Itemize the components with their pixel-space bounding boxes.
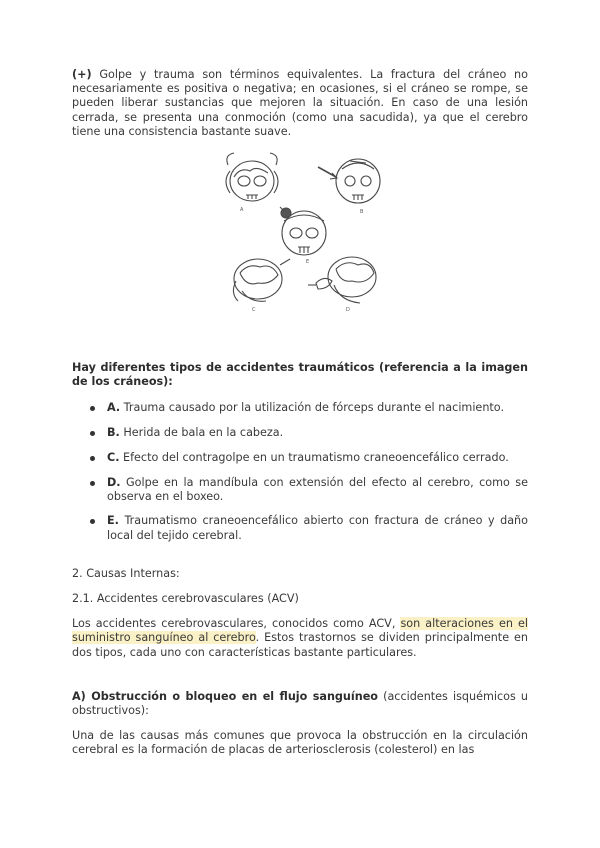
list-item: A. Trauma causado por la utilización de fórceps durante el nacimiento. — [72, 401, 528, 415]
figure-label-d: D — [346, 307, 350, 314]
highlighted-text: son alteraciones en el suministro sanguíneo al cerebro — [72, 617, 528, 645]
intro-paragraph — [72, 68, 528, 139]
bullet-dot-icon — [90, 456, 95, 461]
bullet-dot-icon — [90, 481, 95, 486]
figure-label-b: B — [360, 209, 364, 216]
acv-paragraph: Los accidentes cerebrovasculares, conocidos como ACV, son alteraciones en el suministro sanguíneo al cerebro. Estos trastornos se dividen principalmente en dos tipos, cada uno con características bastante particulares. — [72, 617, 529, 659]
accidents-heading: Hay diferentes tipos de accidentes traumáticos (referencia a la imagen de los cráneos): — [72, 361, 528, 389]
skull-a-drawing — [226, 153, 278, 201]
bullet-dot-icon — [90, 519, 95, 524]
skull-c-drawing — [233, 259, 290, 301]
skull-b-drawing — [318, 159, 380, 203]
skull-trauma-figure — [220, 151, 388, 323]
obstruction-heading: A) Obstrucción o bloqueo en el flujo sanguíneo (accidentes isquémicos u obstructivos): — [72, 689, 528, 718]
skull-e-drawing — [280, 207, 326, 255]
list-item: B. Herida de bala en la cabeza. — [72, 426, 528, 440]
section-title: 2. Causas Internas: — [72, 566, 180, 580]
bullet-dot-icon — [90, 431, 95, 436]
subsection-title: 2.1. Accidentes cerebrovasculares (ACV) — [72, 592, 299, 606]
figure-label-e: E — [306, 259, 310, 266]
obstruction-paragraph: Una de las causas más comunes que provoca la obstrucción en la circulación cerebral es la formación de placas de arteriosclerosis (colesterol) en las — [72, 729, 528, 757]
skull-illustration — [220, 151, 388, 323]
list-item: E. Traumatismo craneoencefálico abierto con fractura de cráneo y daño local del tejido cerebral. — [72, 514, 528, 542]
intro-text: Golpe y trauma son términos equivalentes. La fractura del cráneo no necesariamente es positiva o negativa; en ocasiones, si el cráneo se rompe, se pueden liberar sustancias que mejoren la situación. En caso de una lesión cerrada, se presenta una conmoción (como una sacudida), ya que el cerebro tiene una consistencia bastante suave. — [72, 68, 528, 138]
list-item: D. Golpe en la mandíbula con extensión del efecto al cerebro, como se observa en el boxeo. — [72, 476, 528, 504]
figure-label-c: C — [252, 307, 256, 314]
list-item: C. Efecto del contragolpe en un traumatismo craneoencefálico cerrado. — [72, 451, 528, 465]
bullet-dot-icon — [90, 406, 95, 411]
intro-marker: (+) — [72, 68, 92, 81]
accident-types-list — [72, 401, 528, 542]
skull-d-drawing — [308, 257, 376, 303]
figure-label-a: A — [240, 207, 244, 214]
document-content — [72, 68, 528, 758]
